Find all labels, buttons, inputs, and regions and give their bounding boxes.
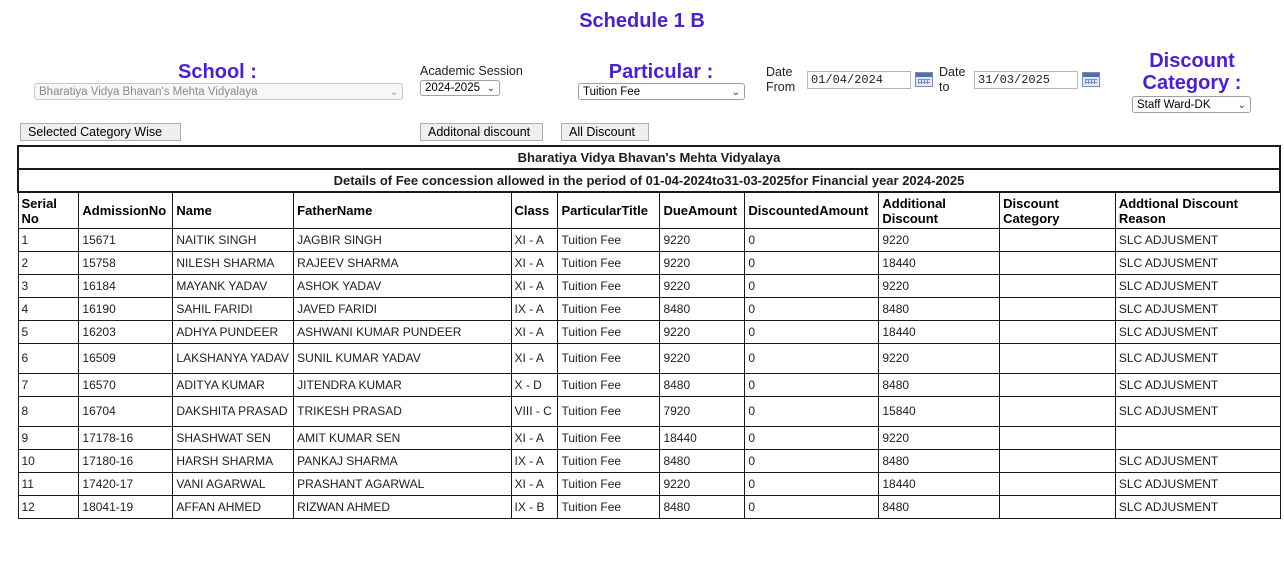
table-cell (1000, 496, 1116, 519)
table-cell: 8480 (660, 496, 745, 519)
table-cell: 2 (18, 252, 79, 275)
table-cell (1000, 275, 1116, 298)
table-cell: 9220 (879, 344, 1000, 374)
table-cell: X - D (511, 374, 558, 397)
table-cell: MAYANK YADAV (173, 275, 294, 298)
session-select-value: 2024-2025 (425, 82, 480, 94)
column-header: Class (511, 192, 558, 229)
table-cell: SLC ADJUSMENT (1115, 450, 1280, 473)
date-from-input[interactable]: 01/04/2024 (807, 71, 911, 89)
date-from-label-line2: From (766, 80, 796, 94)
table-row (18, 252, 1280, 275)
table-cell: 9220 (660, 275, 745, 298)
table-cell: DAKSHITA PRASAD (173, 397, 294, 427)
chevron-down-icon: ⌄ (486, 83, 495, 94)
table-cell: PANKAJ SHARMA (294, 450, 511, 473)
table-cell (1000, 229, 1116, 252)
table-row (18, 427, 1280, 450)
table-cell: 9220 (660, 344, 745, 374)
table-cell: 15758 (79, 252, 173, 275)
table-cell: LAKSHANYA YADAV (173, 344, 294, 374)
table-cell: NAITIK SINGH (173, 229, 294, 252)
table-cell: JAGBIR SINGH (294, 229, 511, 252)
table-cell: 18440 (879, 252, 1000, 275)
table-cell: 15671 (79, 229, 173, 252)
table-cell: 1 (18, 229, 79, 252)
table-cell: 0 (745, 275, 879, 298)
table-row (18, 229, 1280, 252)
session-label: Academic Session (420, 64, 523, 78)
school-select[interactable] (34, 83, 403, 100)
table-cell: 4 (18, 298, 79, 321)
table-cell: 17180-16 (79, 450, 173, 473)
table-cell: 9 (18, 427, 79, 450)
report-school-name: Bharatiya Vidya Bhavan's Mehta Vidyalaya (18, 146, 1280, 169)
table-cell: 8480 (879, 450, 1000, 473)
table-cell: 9220 (660, 473, 745, 496)
column-header: DueAmount (660, 192, 745, 229)
column-header: Discount Category (1000, 192, 1116, 229)
table-cell: SLC ADJUSMENT (1115, 473, 1280, 496)
particular-select-value: Tuition Fee (583, 86, 641, 98)
table-cell: Tuition Fee (558, 397, 660, 427)
table-cell: 17178-16 (79, 427, 173, 450)
table-row (18, 275, 1280, 298)
table-cell: 8480 (660, 298, 745, 321)
table-cell: 8480 (879, 374, 1000, 397)
table-cell: 9220 (660, 321, 745, 344)
table-cell: SLC ADJUSMENT (1115, 252, 1280, 275)
table-cell (1115, 427, 1280, 450)
table-cell: 0 (745, 252, 879, 275)
table-cell: JAVED FARIDI (294, 298, 511, 321)
discount-category-select[interactable] (1132, 96, 1251, 113)
table-cell: TRIKESH PRASAD (294, 397, 511, 427)
table-cell: 11 (18, 473, 79, 496)
table-cell (1000, 344, 1116, 374)
table-cell: NILESH SHARMA (173, 252, 294, 275)
table-cell: SUNIL KUMAR YADAV (294, 344, 511, 374)
column-header: AdmissionNo (79, 192, 173, 229)
table-cell: Tuition Fee (558, 496, 660, 519)
table-cell: 0 (745, 229, 879, 252)
table-cell: AMIT KUMAR SEN (294, 427, 511, 450)
table-row (18, 496, 1280, 519)
report-subtitle: Details of Fee concession allowed in the period of 01-04-2024to31-03-2025for Financial year 2024-2025 (18, 169, 1280, 192)
table-cell: 12 (18, 496, 79, 519)
table-cell: SLC ADJUSMENT (1115, 321, 1280, 344)
table-row (18, 374, 1280, 397)
table-cell: 0 (745, 344, 879, 374)
chevron-down-icon: ⌄ (389, 87, 398, 98)
table-cell: ADHYA PUNDEER (173, 321, 294, 344)
table-cell (1000, 473, 1116, 496)
table-cell: 0 (745, 374, 879, 397)
table-cell: 8480 (879, 496, 1000, 519)
table-cell: AFFAN AHMED (173, 496, 294, 519)
school-select-value: Bharatiya Vidya Bhavan's Mehta Vidyalaya (39, 86, 258, 98)
table-cell: ASHWANI KUMAR PUNDEER (294, 321, 511, 344)
column-header: ParticularTitle (558, 192, 660, 229)
table-cell: 8480 (660, 374, 745, 397)
table-cell: XI - A (511, 473, 558, 496)
table-cell: SHASHWAT SEN (173, 427, 294, 450)
table-cell: 10 (18, 450, 79, 473)
table-cell: 7 (18, 374, 79, 397)
particular-select[interactable] (578, 83, 745, 100)
table-cell: 16190 (79, 298, 173, 321)
table-cell: Tuition Fee (558, 298, 660, 321)
table-cell: 5 (18, 321, 79, 344)
table-cell: SLC ADJUSMENT (1115, 298, 1280, 321)
table-cell: SLC ADJUSMENT (1115, 275, 1280, 298)
table-cell: VANI AGARWAL (173, 473, 294, 496)
table-cell (1000, 321, 1116, 344)
table-cell: 8480 (660, 450, 745, 473)
table-cell: Tuition Fee (558, 275, 660, 298)
table-cell: ASHOK YADAV (294, 275, 511, 298)
table-cell: IX - A (511, 298, 558, 321)
page-title: Schedule 1 B (579, 10, 705, 32)
date-to-label-line2: to (939, 80, 950, 94)
date-from-label (766, 65, 795, 95)
table-cell: 15840 (879, 397, 1000, 427)
session-select[interactable] (420, 80, 500, 96)
table-row (18, 298, 1280, 321)
table-cell: Tuition Fee (558, 450, 660, 473)
table-cell: 9220 (660, 252, 745, 275)
table-cell: Tuition Fee (558, 374, 660, 397)
column-header: Addtional Discount Reason (1115, 192, 1280, 229)
table-cell: Tuition Fee (558, 427, 660, 450)
table-cell: 7920 (660, 397, 745, 427)
column-header: Additional Discount (879, 192, 1000, 229)
table-cell (1000, 374, 1116, 397)
table-cell: PRASHANT AGARWAL (294, 473, 511, 496)
column-header: FatherName (294, 192, 511, 229)
table-row (18, 321, 1280, 344)
table-cell (1000, 252, 1116, 275)
table-cell: XI - A (511, 275, 558, 298)
table-cell (1000, 298, 1116, 321)
table-cell: XI - A (511, 427, 558, 450)
table-cell: 9220 (879, 229, 1000, 252)
table-cell: 16704 (79, 397, 173, 427)
table-cell: JITENDRA KUMAR (294, 374, 511, 397)
table-cell: 9220 (660, 229, 745, 252)
table-cell: 0 (745, 473, 879, 496)
date-to-label (939, 65, 965, 95)
table-cell: 8480 (879, 298, 1000, 321)
table-cell: 16509 (79, 344, 173, 374)
table-cell: 6 (18, 344, 79, 374)
table-cell: XI - A (511, 252, 558, 275)
table-cell (1000, 450, 1116, 473)
table-cell: 18440 (879, 473, 1000, 496)
table-cell: RIZWAN AHMED (294, 496, 511, 519)
table-cell: 9220 (879, 427, 1000, 450)
table-cell: 0 (745, 298, 879, 321)
date-to-input[interactable]: 31/03/2025 (974, 71, 1078, 89)
table-cell: 18041-19 (79, 496, 173, 519)
table-cell: XI - A (511, 344, 558, 374)
table-row (18, 473, 1280, 496)
table-cell: 16203 (79, 321, 173, 344)
table-cell: SLC ADJUSMENT (1115, 374, 1280, 397)
table-cell: 3 (18, 275, 79, 298)
selected-category-wise-button[interactable]: Selected Category Wise (20, 123, 181, 141)
discount-category-label (1128, 50, 1256, 94)
table-cell: 0 (745, 321, 879, 344)
table-cell: IX - A (511, 450, 558, 473)
table-cell: IX - B (511, 496, 558, 519)
date-from-label-line1: Date (766, 65, 793, 79)
table-cell: 8 (18, 397, 79, 427)
calendar-icon[interactable] (915, 72, 933, 87)
table-cell (1000, 397, 1116, 427)
table-cell: VIII - C (511, 397, 558, 427)
table-cell: 9220 (879, 275, 1000, 298)
table-row (18, 450, 1280, 473)
column-header: DiscountedAmount (745, 192, 879, 229)
table-cell: Tuition Fee (558, 473, 660, 496)
discount-category-select-value: Staff Ward-DK (1137, 99, 1211, 111)
table-cell: Tuition Fee (558, 344, 660, 374)
calendar-icon[interactable] (1082, 72, 1100, 87)
table-cell: 17420-17 (79, 473, 173, 496)
column-header: Name (173, 192, 294, 229)
table-cell: SLC ADJUSMENT (1115, 397, 1280, 427)
table-row (18, 397, 1280, 427)
discount-category-label-line2: Category : (1142, 72, 1242, 94)
table-cell: Tuition Fee (558, 229, 660, 252)
table-cell: SAHIL FARIDI (173, 298, 294, 321)
table-header-row (18, 192, 1280, 229)
table-cell: 0 (745, 496, 879, 519)
table-cell: SLC ADJUSMENT (1115, 229, 1280, 252)
table-cell: SLC ADJUSMENT (1115, 496, 1280, 519)
date-to-label-line1: Date (939, 65, 966, 79)
table-cell: Tuition Fee (558, 252, 660, 275)
table-cell: 0 (745, 397, 879, 427)
table-cell: Tuition Fee (558, 321, 660, 344)
additional-discount-button[interactable]: Additonal discount (420, 123, 543, 141)
table-cell (1000, 427, 1116, 450)
table-cell: 16184 (79, 275, 173, 298)
table-cell: 18440 (660, 427, 745, 450)
table-cell: 18440 (879, 321, 1000, 344)
school-label: School : (178, 61, 257, 83)
table-cell: HARSH SHARMA (173, 450, 294, 473)
table-row (18, 344, 1280, 374)
table-cell: 0 (745, 427, 879, 450)
table-cell: SLC ADJUSMENT (1115, 344, 1280, 374)
column-header: Serial No (18, 192, 79, 229)
table-cell: XI - A (511, 229, 558, 252)
fee-concession-table (17, 145, 1281, 519)
table-cell: 0 (745, 450, 879, 473)
table-cell: RAJEEV SHARMA (294, 252, 511, 275)
table-cell: XI - A (511, 321, 558, 344)
particular-label: Particular : (608, 61, 714, 83)
chevron-down-icon: ⌄ (731, 87, 740, 98)
discount-category-label-line1: Discount (1149, 50, 1235, 72)
table-cell: 16570 (79, 374, 173, 397)
table-cell: ADITYA KUMAR (173, 374, 294, 397)
chevron-down-icon: ⌄ (1237, 100, 1246, 111)
all-discount-button[interactable]: All Discount (561, 123, 649, 141)
